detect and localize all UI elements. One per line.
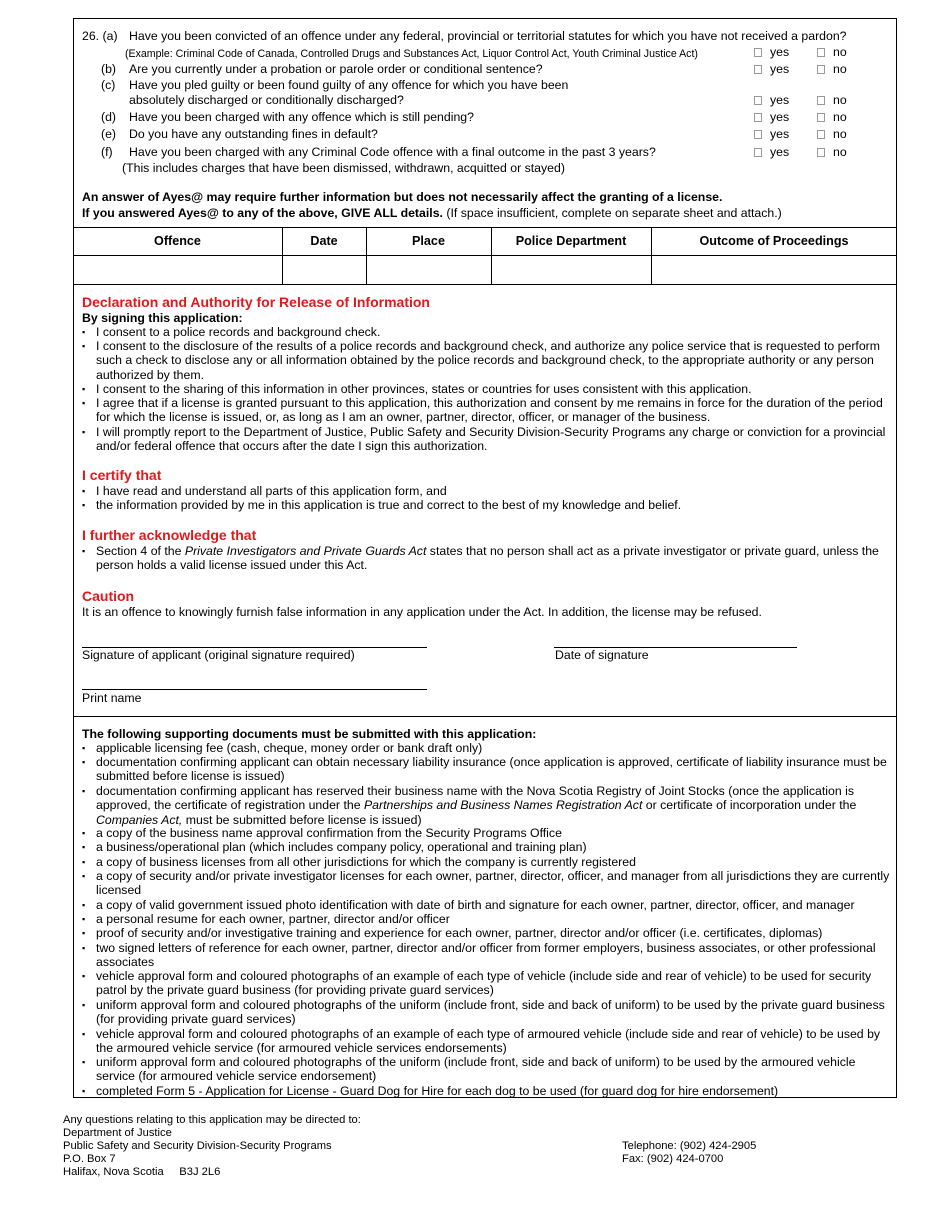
q26c-text-1: Have you pled guilty or been found guilty of any offence for which you have been xyxy=(129,78,569,92)
acknowledge-item: ▪ Section 4 of the Private Investigators and Private Guards Act states that no person shall act as a private investigator or private guard, unless the person holds a valid license issued under this Act. xyxy=(82,544,879,573)
q26e-number: (e) xyxy=(101,127,117,141)
supporting-item: ▪ applicable licensing fee (cash, cheque, money order or bank draft only) xyxy=(82,741,483,755)
caution-title: Caution xyxy=(82,588,135,604)
signature-label: Signature of applicant (original signature required) xyxy=(82,648,355,662)
supporting-item: ▪ a copy of the business name approval confirmation from the Security Programs Office xyxy=(82,826,562,840)
footer-telephone: Telephone: (902) 424-2905 xyxy=(622,1140,757,1152)
q26d-number: (d) xyxy=(101,110,117,124)
q26b-no[interactable]: no xyxy=(817,62,847,76)
supporting-item: ▪ documentation confirming applicant can obtain necessary liability insurance (once application is approved, certificate of liability insurance must be submitted before license is issued) xyxy=(82,755,887,784)
table-header-offence: Offence xyxy=(154,234,201,248)
q26e-no[interactable]: no xyxy=(817,127,847,141)
declaration-item: ▪ I consent to a police records and background check. xyxy=(82,325,381,339)
q26f-number: (f) xyxy=(101,145,113,159)
table-cell-outcome[interactable] xyxy=(652,256,896,284)
q26a-no[interactable]: no xyxy=(817,45,847,59)
table-header-outcome: Outcome of Proceedings xyxy=(699,234,849,248)
supporting-item: ▪ vehicle approval form and coloured photographs of an example of each type of vehicle (include side and rear of vehicle) to be used for security patrol by the private guard business (for providing private guard services) xyxy=(82,969,872,998)
supporting-item: ▪ a copy of valid government issued photo identification with date of birth and signature for each owner, partner, director, officer, and manager xyxy=(82,898,855,912)
q26a-text: Have you been convicted of an offence under any federal, provincial or territorial statutes for which you have not received a pardon? xyxy=(129,29,847,43)
q26f-text: Have you been charged with any Criminal Code offence with a final outcome in the past 3 years? xyxy=(129,145,656,159)
supporting-item: ▪ uniform approval form and coloured photographs of the uniform (include front, side and back of uniform) to be used by the armoured vehicle service (for armoured vehicle service endorsement) xyxy=(82,1055,856,1084)
table-header-date: Date xyxy=(310,234,338,248)
checkbox-icon[interactable] xyxy=(754,65,762,74)
declaration-item: ▪ I agree that if a license is granted pursuant to this application, this authorization and consent by me remains in force for the duration of the period for which the license is issued, or, as long as I am an owner, partner, director, officer, or manager of the business. xyxy=(82,396,883,425)
declaration-item: ▪ I will promptly report to the Department of Justice, Public Safety and Security Division-Security Programs any charge or conviction for a provincial and/or federal offence that occurs after the date I sign this authorization. xyxy=(82,425,886,454)
q26f-no[interactable]: no xyxy=(817,145,847,159)
supporting-item: ▪ a personal resume for each owner, partner, director and/or officer xyxy=(82,912,450,926)
table-cell-place[interactable] xyxy=(367,256,491,284)
declaration-subtitle: By signing this application: xyxy=(82,311,243,325)
q26e-text: Do you have any outstanding fines in default? xyxy=(129,127,378,141)
checkbox-icon[interactable] xyxy=(754,113,762,122)
caution-text: It is an offence to knowingly furnish false information in any application under the Act. In addition, the license may be refused. xyxy=(82,605,762,619)
table-bottom-border xyxy=(73,284,897,285)
footer-po-box: P.O. Box 7 xyxy=(63,1153,116,1165)
declaration-item: ▪ I consent to the sharing of this information in other provinces, states or countries for uses consistent with this application. xyxy=(82,382,752,396)
certify-item: ▪ I have read and understand all parts of this application form, and xyxy=(82,484,447,498)
q26f-yes[interactable]: yes xyxy=(754,145,789,159)
q26a-yes[interactable]: yes xyxy=(754,45,789,59)
supporting-item: ▪ completed Form 5 - Application for License - Guard Dog for Hire for each dog to be used (for guard dog for hire endorsement) xyxy=(82,1084,779,1098)
footer-intro: Any questions relating to this application may be directed to: xyxy=(63,1114,361,1126)
q26b-yes[interactable]: yes xyxy=(754,62,789,76)
supporting-item: ▪ vehicle approval form and coloured photographs of an example of each type of armoured vehicle (include side and rear of vehicle) to be used by the armoured vehicle service (for armoured vehicle services endorsements) xyxy=(82,1027,881,1056)
checkbox-icon[interactable] xyxy=(817,130,825,139)
notice-line-2: If you answered Ayes@ to any of the above, GIVE ALL details. (If space insufficient, complete on separate sheet and attach.) xyxy=(82,206,782,220)
q26a-example: (Example: Criminal Code of Canada, Controlled Drugs and Substances Act, Liquor Control Act, Youth Criminal Justice Act) xyxy=(125,48,698,60)
table-cell-date[interactable] xyxy=(283,256,366,284)
q26c-yes[interactable]: yes xyxy=(754,93,789,107)
checkbox-icon[interactable] xyxy=(817,96,825,105)
q26b-number: (b) xyxy=(101,62,117,76)
supporting-title: The following supporting documents must be submitted with this application: xyxy=(82,727,537,741)
supporting-item: ▪ a copy of business licenses from all other jurisdictions for which the company is currently registered xyxy=(82,855,636,869)
checkbox-icon[interactable] xyxy=(817,48,825,57)
print-name-label: Print name xyxy=(82,691,142,705)
q26c-text-2: absolutely discharged or conditionally discharged? xyxy=(129,93,404,107)
q26d-no[interactable]: no xyxy=(817,110,847,124)
section-divider xyxy=(73,716,897,717)
checkbox-icon[interactable] xyxy=(817,113,825,122)
footer-fax: Fax: (902) 424-0700 xyxy=(622,1153,724,1165)
checkbox-icon[interactable] xyxy=(817,65,825,74)
checkbox-icon[interactable] xyxy=(754,130,762,139)
footer-city: Halifax, Nova Scotia B3J 2L6 xyxy=(63,1166,221,1178)
declaration-item: ▪ I consent to the disclosure of the results of a police records and background check, and authorize any police service that is requested to perform such a check to disclose any or all information obtained by the police records and background check, to the appropriate authority or any person authorized by them. xyxy=(82,339,881,382)
q26c-number: (c) xyxy=(101,78,116,92)
supporting-item: ▪ a business/operational plan (which includes company policy, operational and training plan) xyxy=(82,840,587,854)
certify-item: ▪ the information provided by me in this application is true and correct to the best of my knowledge and belief. xyxy=(82,498,682,512)
supporting-item: ▪ two signed letters of reference for each owner, partner, director and/or officer from former employers, business associates, or other professional associates xyxy=(82,941,876,970)
notice-line-1: An answer of Ayes@ may require further information but does not necessarily affect the granting of a license. xyxy=(82,190,723,204)
supporting-item: ▪ uniform approval form and coloured photographs of the uniform (include front, side and back of uniform) to be used by the private guard business (for providing private guard services) xyxy=(82,998,885,1027)
checkbox-icon[interactable] xyxy=(754,148,762,157)
print-name-line[interactable] xyxy=(82,689,427,690)
supporting-item: ▪ documentation confirming applicant has reserved their business name with the Nova Scotia Registry of Joint Stocks (once the application is approved, the certificate of registration under the Partnerships and Business Names Registration Act or certificate of incorporation under the Companies Act, must be submitted before license is issued) xyxy=(82,784,857,827)
q26d-text: Have you been charged with any offence which is still pending? xyxy=(129,110,474,124)
checkbox-icon[interactable] xyxy=(817,148,825,157)
q26b-text: Are you currently under a probation or parole order or conditional sentence? xyxy=(129,62,543,76)
table-header-police-department: Police Department xyxy=(515,234,627,248)
q26d-yes[interactable]: yes xyxy=(754,110,789,124)
q26f-note: (This includes charges that have been dismissed, withdrawn, acquitted or stayed) xyxy=(122,161,565,175)
checkbox-icon[interactable] xyxy=(754,96,762,105)
declaration-title: Declaration and Authority for Release of Information xyxy=(82,294,430,310)
q26c-no[interactable]: no xyxy=(817,93,847,107)
supporting-item: ▪ proof of security and/or investigative training and experience for each owner, partner, director and/or officer (i.e. certificates, diplomas) xyxy=(82,926,823,940)
footer-division: Public Safety and Security Division-Security Programs xyxy=(63,1140,332,1152)
supporting-item: ▪ a copy of security and/or private investigator licenses for each owner, partner, director, officer, and manager from all jurisdictions they are currently licensed xyxy=(82,869,890,898)
table-header-place: Place xyxy=(412,234,445,248)
certify-title: I certify that xyxy=(82,467,162,483)
q26e-yes[interactable]: yes xyxy=(754,127,789,141)
q26a-number: 26. (a) xyxy=(82,29,118,43)
footer-department: Department of Justice xyxy=(63,1127,172,1139)
date-of-signature-label: Date of signature xyxy=(555,648,649,662)
table-cell-police-department[interactable] xyxy=(492,256,651,284)
acknowledge-title: I further acknowledge that xyxy=(82,527,257,543)
checkbox-icon[interactable] xyxy=(754,48,762,57)
table-cell-offence[interactable] xyxy=(74,256,282,284)
